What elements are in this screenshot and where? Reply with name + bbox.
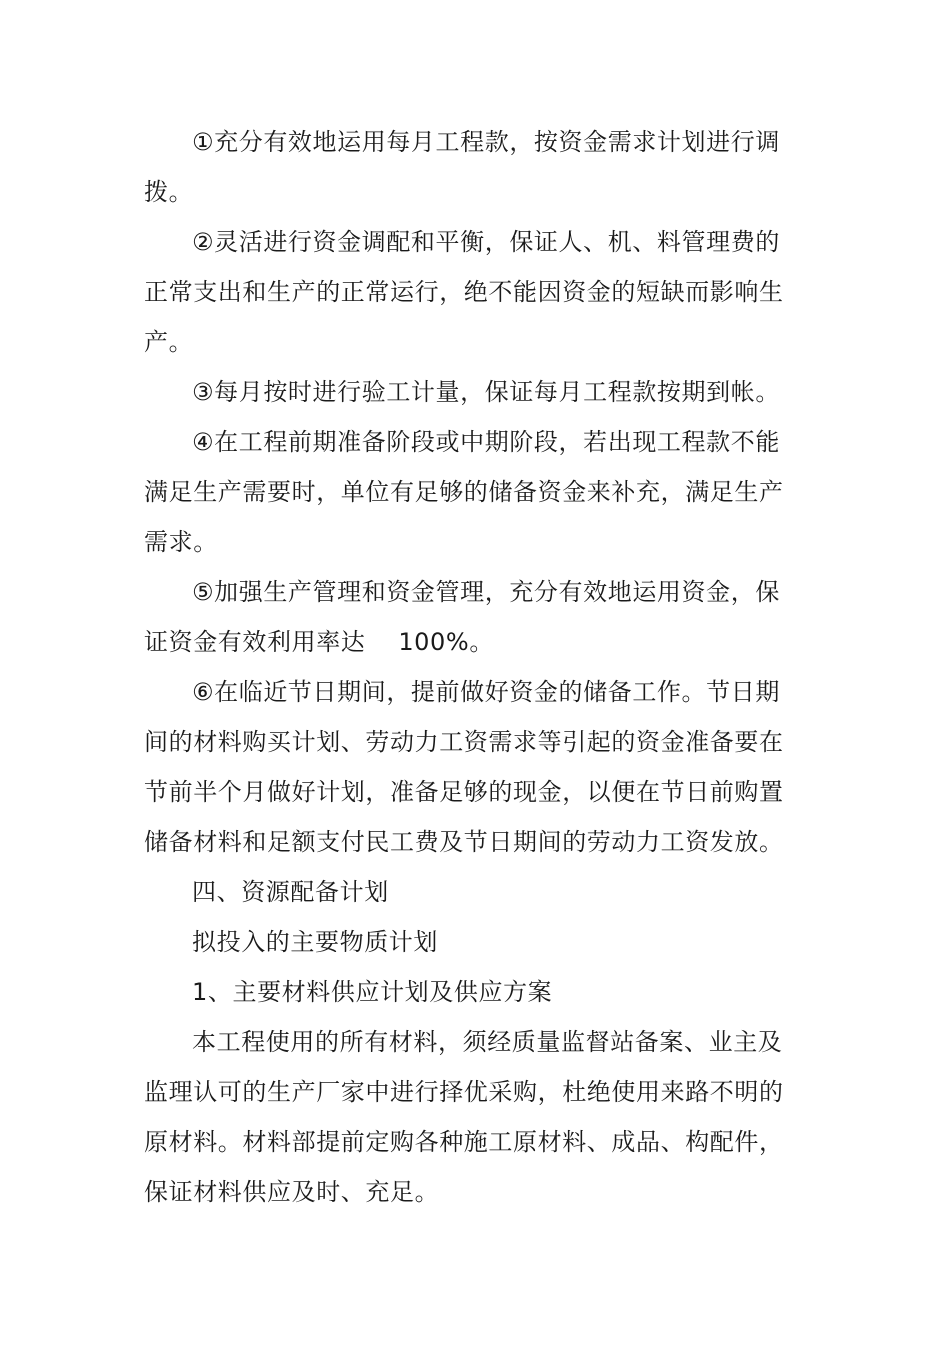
- text-line: 证资金有效利用率达 100%。: [144, 628, 494, 656]
- text-line: 满足生产需要时，单位有足够的储备资金来补充，满足生产: [144, 478, 784, 506]
- text-line: ①充分有效地运用每月工程款，按资金需求计划进行调: [192, 128, 780, 156]
- subsection-heading: 1、主要材料供应计划及供应方案: [192, 978, 553, 1006]
- text-line: 拨。: [144, 178, 194, 206]
- text-line: 产。: [144, 328, 194, 356]
- text-line: ②灵活进行资金调配和平衡，保证人、机、料管理费的: [192, 228, 780, 256]
- text-line: 本工程使用的所有材料，须经质量监督站备案、业主及: [192, 1028, 783, 1056]
- text-line: ⑤加强生产管理和资金管理，充分有效地运用资金，保: [192, 578, 780, 606]
- text-line: 监理认可的生产厂家中进行择优采购，杜绝使用来路不明的: [144, 1078, 784, 1106]
- text-line: ⑥在临近节日期间，提前做好资金的储备工作。节日期: [192, 678, 780, 706]
- text-line: 储备材料和足额支付民工费及节日期间的劳动力工资发放。: [144, 828, 784, 856]
- text-line: 原材料。材料部提前定购各种施工原材料、成品、构配件，: [144, 1128, 784, 1156]
- text-line: 节前半个月做好计划，准备足够的现金，以便在节日前购置: [144, 778, 784, 806]
- text-line: 保证材料供应及时、充足。: [144, 1178, 440, 1206]
- subsection-heading: 拟投入的主要物质计划: [192, 928, 438, 956]
- text-line: 间的材料购买计划、劳动力工资需求等引起的资金准备要在: [144, 728, 784, 756]
- text-line: 需求。: [144, 528, 218, 556]
- section-heading: 四、资源配备计划: [192, 878, 389, 906]
- text-line: ③每月按时进行验工计量，保证每月工程款按期到帐。: [192, 378, 780, 406]
- text-line: 正常支出和生产的正常运行，绝不能因资金的短缺而影响生: [144, 278, 784, 306]
- text-line: ④在工程前期准备阶段或中期阶段，若出现工程款不能: [192, 428, 780, 456]
